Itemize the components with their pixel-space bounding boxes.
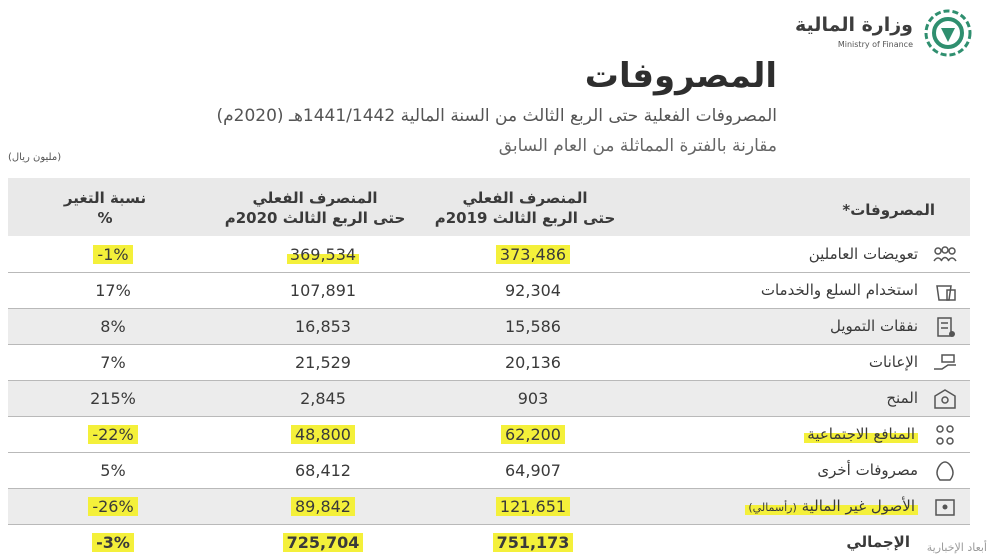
row-label: مصروفات أخرى xyxy=(817,461,918,479)
value-2020: 89,842 xyxy=(291,497,355,516)
value-2019: 62,200 xyxy=(501,425,565,444)
change-percent: 5% xyxy=(100,461,126,480)
value-2019: 903 xyxy=(517,389,549,408)
table-row xyxy=(8,345,970,381)
ministry-emblem-icon xyxy=(923,8,973,58)
value-2019: 20,136 xyxy=(505,353,561,372)
header-q3-2020-line2: حتى الربع الثالث 2020م xyxy=(224,209,406,227)
change-percent: -1% xyxy=(93,245,132,264)
total-change: -3% xyxy=(92,533,134,552)
header-q3-2019-line2: حتى الربع الثالث 2019م xyxy=(434,209,616,227)
header-q3-2019 xyxy=(410,188,640,228)
page-subtitle: المصروفات الفعلية حتى الربع الثالث من السنة المالية 1441/1442هـ (2020م) xyxy=(216,106,777,126)
table-row xyxy=(8,237,970,273)
logo-english-name: Ministry of Finance xyxy=(837,40,913,49)
employees-icon xyxy=(930,237,960,272)
change-percent: 17% xyxy=(95,281,131,300)
change-percent: -26% xyxy=(88,497,137,516)
value-2019: 15,586 xyxy=(505,317,561,336)
header-change xyxy=(40,188,170,228)
ministry-logo xyxy=(753,8,973,60)
table-row xyxy=(8,309,970,345)
header-q3-2020 xyxy=(200,188,430,228)
value-2020: 369,534 xyxy=(287,245,359,264)
table-row xyxy=(8,381,970,417)
change-percent: 215% xyxy=(90,389,136,408)
subsidies-icon xyxy=(930,345,960,380)
logo-arabic-name: وزارة المالية xyxy=(795,14,913,36)
table-row xyxy=(8,489,970,525)
watermark: أبعاد الإخبارية xyxy=(926,541,987,554)
total-2020: 725,704 xyxy=(283,533,364,552)
comparison-note: مقارنة بالفترة المماثلة من العام السابق xyxy=(498,136,777,156)
value-2020: 16,853 xyxy=(295,317,351,336)
table-row xyxy=(8,453,970,489)
value-2020: 48,800 xyxy=(291,425,355,444)
row-label: المنافع الاجتماعية xyxy=(804,425,918,443)
row-label: الإعانات xyxy=(868,353,918,371)
row-label: نفقات التمويل xyxy=(829,317,918,335)
total-label: الإجمالي xyxy=(846,533,910,551)
table-row xyxy=(8,273,970,309)
other-expenses-icon xyxy=(930,453,960,488)
assets-icon xyxy=(930,489,960,524)
header-q3-2019-line1: المنصرف الفعلي xyxy=(462,189,588,207)
value-2020: 107,891 xyxy=(289,281,357,300)
finance-icon xyxy=(930,309,960,344)
row-label-note: (رأسمالي) xyxy=(748,501,797,514)
row-label: المنح xyxy=(886,389,918,407)
header-expenses: المصروفات* xyxy=(842,201,935,219)
total-row xyxy=(8,525,970,560)
header-q3-2020-line1: المنصرف الفعلي xyxy=(252,189,378,207)
value-2019: 121,651 xyxy=(496,497,570,516)
total-2019: 751,173 xyxy=(493,533,574,552)
value-2020: 21,529 xyxy=(295,353,351,372)
value-2020: 68,412 xyxy=(295,461,351,480)
change-percent: -22% xyxy=(88,425,137,444)
header-change-line2: % xyxy=(97,209,113,227)
row-label: تعويضات العاملين xyxy=(808,245,918,263)
unit-label: (مليون ريال) xyxy=(8,152,62,163)
change-percent: 8% xyxy=(100,317,126,336)
change-percent: 7% xyxy=(100,353,126,372)
table-row xyxy=(8,417,970,453)
value-2020: 2,845 xyxy=(300,389,346,408)
grants-icon xyxy=(930,381,960,416)
row-label: الأصول غير المالية xyxy=(801,497,915,515)
value-2019: 64,907 xyxy=(505,461,561,480)
page-title: المصروفات xyxy=(584,56,777,96)
goods-icon xyxy=(930,273,960,308)
value-2019: 92,304 xyxy=(505,281,561,300)
value-2019: 373,486 xyxy=(496,245,570,264)
row-label: استخدام السلع والخدمات xyxy=(760,281,918,299)
header-change-line1: نسبة التغير xyxy=(63,189,147,207)
social-benefits-icon xyxy=(930,417,960,452)
